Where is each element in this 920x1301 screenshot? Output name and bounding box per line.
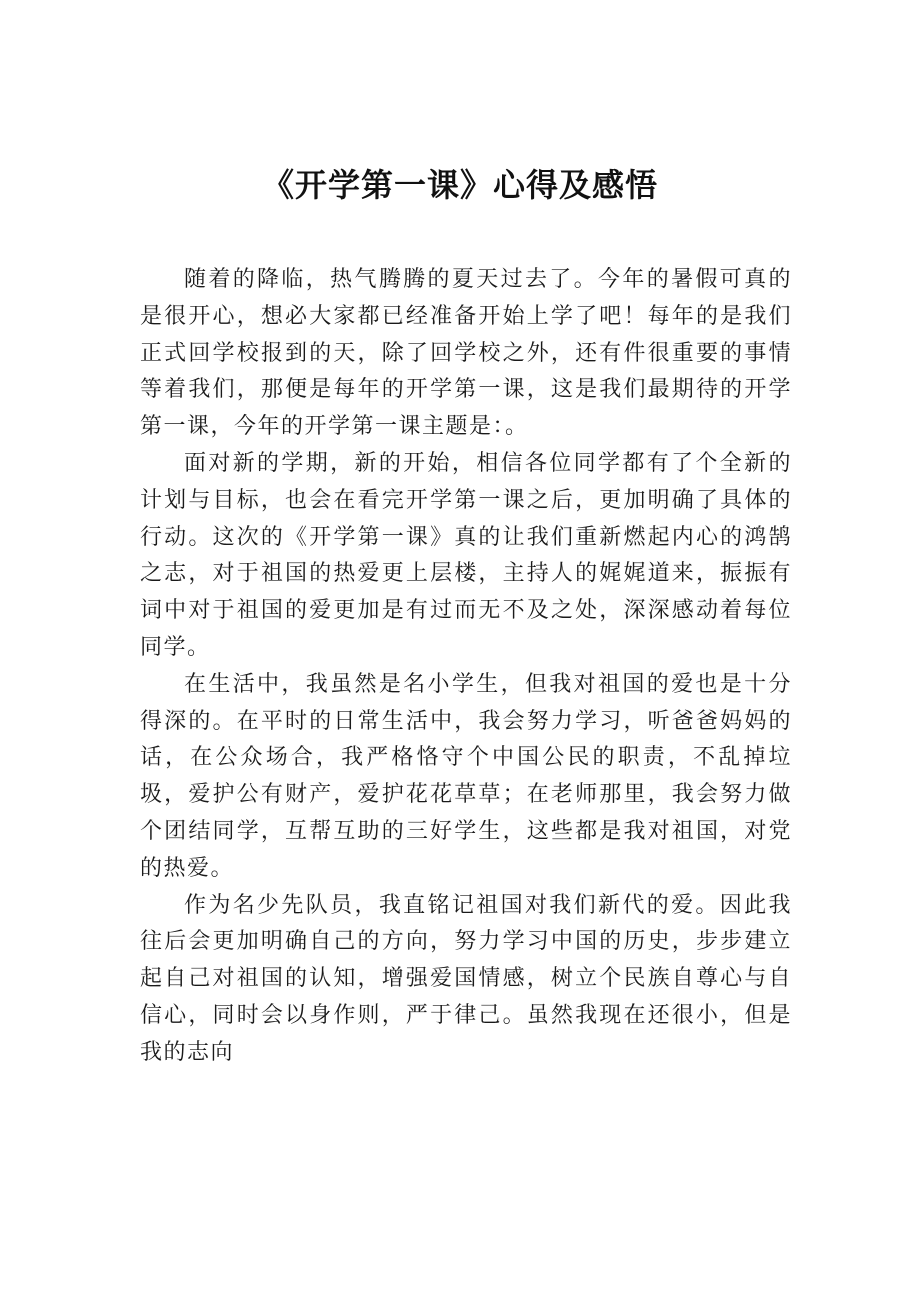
paragraph-2: 面对新的学期，新的开始，相信各位同学都有了个全新的计划与目标，也会在看完开学第一课之后，更加明确了具体的行动。这次的《开学第一课》真的让我们重新燃起内心的鸿鹄之志，对于祖国的热爱更上层楼，主持人的娓娓道来，振振有词中对于祖国的爱更加是有过而无不及之处，深深感动着每位同学。	[140, 450, 792, 660]
document-body	[140, 262, 792, 1072]
paragraph-3: 在生活中，我虽然是名小学生，但我对祖国的爱也是十分得深的。在平时的日常生活中，我会努力学习，听爸爸妈妈的话，在公众场合，我严格恪守个中国公民的职责，不乱掉垃圾，爱护公有财产，爱护花花草草；在老师那里，我会努力做个团结同学，互帮互助的三好学生，这些都是我对祖国，对党的热爱。	[140, 671, 792, 881]
document-title: 《开学第一课》心得及感悟	[261, 166, 658, 204]
paragraph-1: 随着的降临，热气腾腾的夏天过去了。今年的暑假可真的是很开心，想必大家都已经准备开始上学了吧！每年的是我们正式回学校报到的天，除了回学校之外，还有件很重要的事情等着我们，那便是每年的开学第一课，这是我们最期待的开学第一课，今年的开学第一课主题是：。	[140, 267, 792, 440]
paragraph-4: 作为名少先队员，我直铭记祖国对我们新代的爱。因此我往后会更加明确自己的方向，努力学习中国的历史，步步建立起自己对祖国的认知，增强爱国情感，树立个民族自尊心与自信心，同时会以身作则，严于律己。虽然我现在还很小，但是我的志向	[140, 892, 792, 1065]
